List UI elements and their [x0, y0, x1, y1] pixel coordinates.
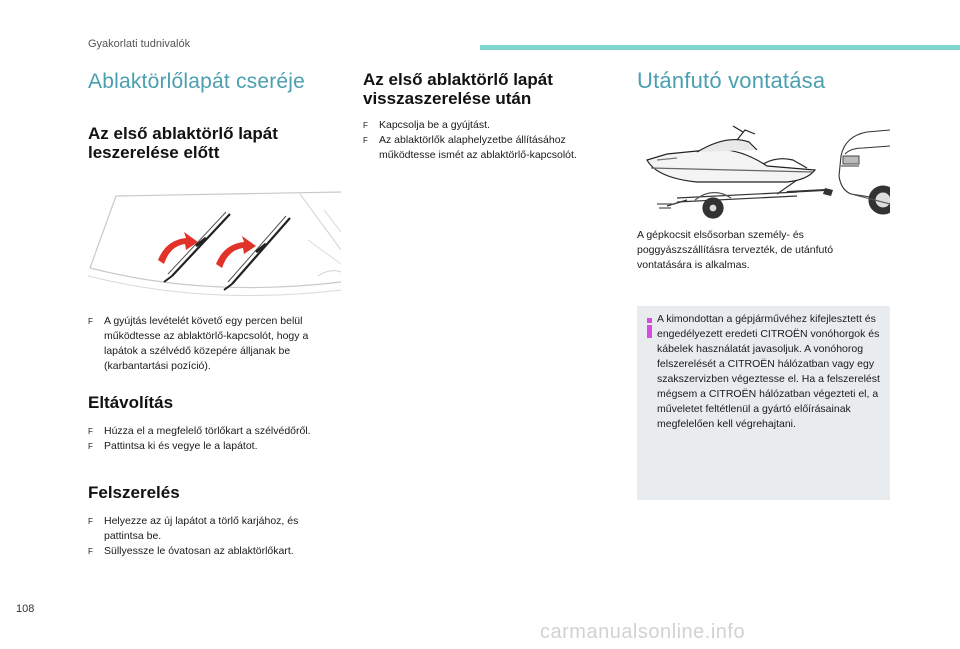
trailer-description: A gépkocsit elsősorban személy- és poggyászszállításra tervezték, de utánfutó vontatására is alkalmas.	[637, 229, 834, 271]
list-item: F A gyújtás levételét követő egy percen belül működtesse az ablaktörlő-kapcsolót, hogy a lapátok a szélvédő közepére álljanak be (karbantartási pozíció).	[88, 315, 309, 372]
left-title: Ablaktörlőlapát cseréje	[88, 70, 306, 93]
left-subtitle: Az első ablaktörlő lapát leszerelése előtt	[88, 124, 278, 162]
watermark-footer: carmanualsonline.info	[540, 621, 746, 643]
list-item: F Az ablaktörlők alaphelyzetbe állításához működtesse ismét az ablaktörlő-kapcsolót.	[363, 134, 577, 161]
list-item: F Kapcsolja be a gyújtást.	[363, 119, 490, 131]
info-box	[637, 306, 890, 500]
list-item: F Pattintsa ki és vegye le a lapátot.	[88, 440, 258, 452]
list-item: F Húzza el a megfelelő törlőkart a szélvédőről.	[88, 425, 311, 437]
middle-list	[363, 118, 618, 163]
middle-title: Az első ablaktörlő lapát visszaszerelése után	[363, 70, 553, 108]
car-rear	[839, 130, 890, 214]
list-item: F Helyezze az új lapátot a törlő karjához, és pattintsa be.	[88, 515, 299, 542]
page-number: 108	[16, 603, 35, 615]
header-accent-bar	[480, 45, 960, 50]
info-text: A kimondottan a gépjárművéhez kifejlesztett és engedélyezett eredeti CITROËN vonóhorgok és kábelek használatát javasoljuk. A vonóhorog felszerelését a CITROËN hálózatban vagy egy szakszervizben végeztesse el. Ha a felszerelést mégsem a CITROËN hálózatban végezteti el, a műveletet feltétlenül a gyártó előírásainak megfelelően kell végrehajtani.	[657, 313, 880, 430]
trailer-illustration	[637, 120, 890, 222]
intro-list	[88, 314, 340, 374]
fitting-heading: Felszerelés	[88, 483, 180, 502]
fitting-list	[88, 514, 340, 559]
removal-list	[88, 424, 340, 454]
list-item: F Süllyessze le óvatosan az ablaktörlőkart.	[88, 545, 294, 557]
right-title: Utánfutó vontatása	[637, 68, 826, 93]
jet-ski	[647, 126, 815, 182]
section-header: Gyakorlati tudnivalók	[88, 38, 191, 50]
removal-heading: Eltávolítás	[88, 393, 174, 412]
info-icon	[647, 318, 651, 338]
wiper-illustration	[88, 180, 341, 308]
